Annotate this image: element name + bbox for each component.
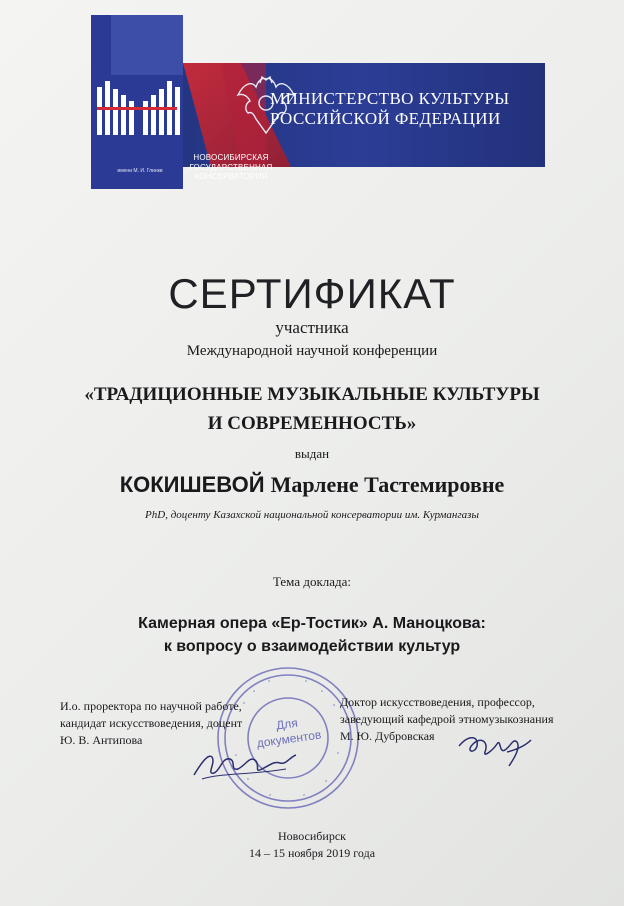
issued-label: выдан (294, 446, 330, 461)
left-signatory-title-1: И.о. проректора по научной работе, (60, 699, 242, 713)
event-dates: 14 – 15 ноября 2019 года (248, 846, 376, 860)
recipient-name (0, 472, 624, 498)
conservatory-name: имени М. И. Глинки (117, 168, 163, 174)
conference-name-line-1: «ТРАДИЦИОННЫЕ МУЗЫКАЛЬНЫЕ КУЛЬТУРЫ (84, 384, 540, 405)
certificate-title: СЕРТИФИКАТ (168, 270, 456, 317)
conference-intro: Международной научной конференции (186, 343, 438, 359)
right-signatory-title-2: заведующий кафедрой этномузыкознания (340, 712, 554, 726)
conservatory-line-2: ГОСУДАРСТВЕННАЯ (189, 162, 273, 172)
topic-line-1: Камерная опера «Ер-Тостик» А. Маноцкова: (138, 615, 486, 632)
topic-label: Тема доклада: (272, 574, 352, 589)
conservatory-line-3: КОНСЕРВАТОРИЯ (194, 172, 268, 181)
recipient-given-name: Марлене Тастемировне (270, 472, 505, 497)
conference-name (0, 380, 624, 438)
left-signatory-title-2: кандидат искусствоведения, доцент (60, 716, 243, 730)
right-signature (455, 728, 535, 770)
right-signatory-name: М. Ю. Дубровская (340, 729, 435, 743)
right-signatory-title-1: Доктор искусствоведения, профессор, (340, 695, 535, 709)
recipient-surname: КОКИШЕВОЙ (119, 472, 265, 497)
certificate-subtitle: участника (275, 318, 349, 337)
ministry-title (270, 89, 540, 129)
recipient-position: PhD, доценту Казахской национальной консерватории им. Курмангазы (145, 509, 479, 521)
report-topic (0, 612, 624, 658)
conservatory-title (186, 153, 276, 182)
conference-name-line-2: И СОВРЕМЕННОСТЬ» (207, 413, 417, 434)
stamp-line-1: Для (275, 715, 299, 733)
left-signatory-name: Ю. В. Антипова (60, 733, 143, 747)
left-signature (190, 735, 300, 785)
stamp-line-2: документов (255, 727, 323, 751)
topic-line-2: к вопросу о взаимодействии культур (163, 638, 461, 655)
ministry-line-1: МИНИСТЕРСТВО КУЛЬТУРЫ (270, 89, 510, 108)
city: Новосибирск (278, 829, 346, 843)
ministry-line-2: РОССИЙСКОЙ ФЕДЕРАЦИИ (270, 109, 501, 128)
conservatory-line-1: НОВОСИБИРСКАЯ (193, 153, 269, 162)
